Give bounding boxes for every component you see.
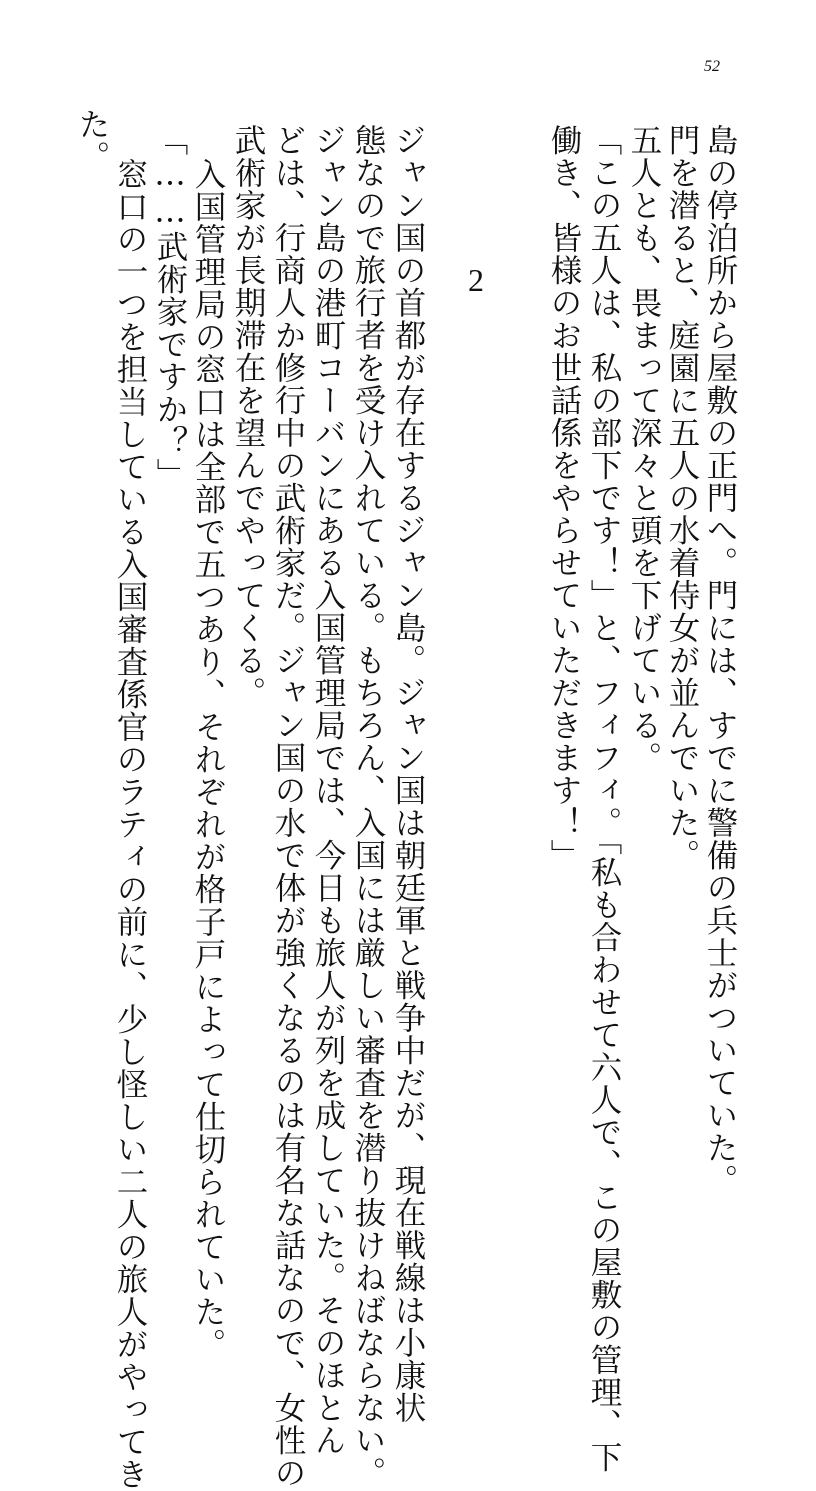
page-number: 52 <box>704 58 720 75</box>
text-column-14: た。 <box>74 108 110 173</box>
text-column-12: 「……武術家ですか？」 <box>152 124 188 491</box>
text-column-13: 窓口の一つを担当している入国審査係官のラティの前に、少し怪しい二人の旅人がやってき <box>112 158 148 1491</box>
text-column-1: 島の停泊所から屋敷の正門へ。門には、すでに警備の兵士がついていた。 <box>702 124 738 1197</box>
text-column-7: 態なので旅行者を受け入れている。もちろん、入国には厳しい審査を潜り抜けねばならない。 <box>350 124 386 1489</box>
text-column-10: 武術家が長期滞在を望んでやってくる。 <box>230 124 266 709</box>
text-column-11: 入国管理局の窓口は全部で五つあり、それぞれが格子戸によって仕切られていた。 <box>190 158 226 1361</box>
section-number: 2 <box>468 262 484 298</box>
text-column-9: どは、行商人か修行中の武術家だ。ジャン国の水で体が強くなるのは有名な話なので、女性の <box>270 124 306 1489</box>
text-column-5: 働き、皆様のお世話係をやらせていただきます！」 <box>546 124 582 872</box>
text-column-6: ジャン国の首都が存在するジャン島。ジャン国は朝廷軍と戦争中だが、現在戦線は小康状 <box>390 124 426 1424</box>
text-column-2: 門を潜ると、庭園に五人の水着侍女が並んでいた。 <box>664 124 700 872</box>
text-column-8: ジャン島の港町コーバンにある入国管理局では、今日も旅人が列を成していた。そのほとん <box>310 124 346 1457</box>
text-column-3: 五人とも、畏まって深々と頭を下げている。 <box>626 124 662 774</box>
text-column-4: 「この五人は、私の部下です！」と、フィフィ。「私も合わせて六人で、この屋敷の管理、下 <box>586 124 622 1474</box>
